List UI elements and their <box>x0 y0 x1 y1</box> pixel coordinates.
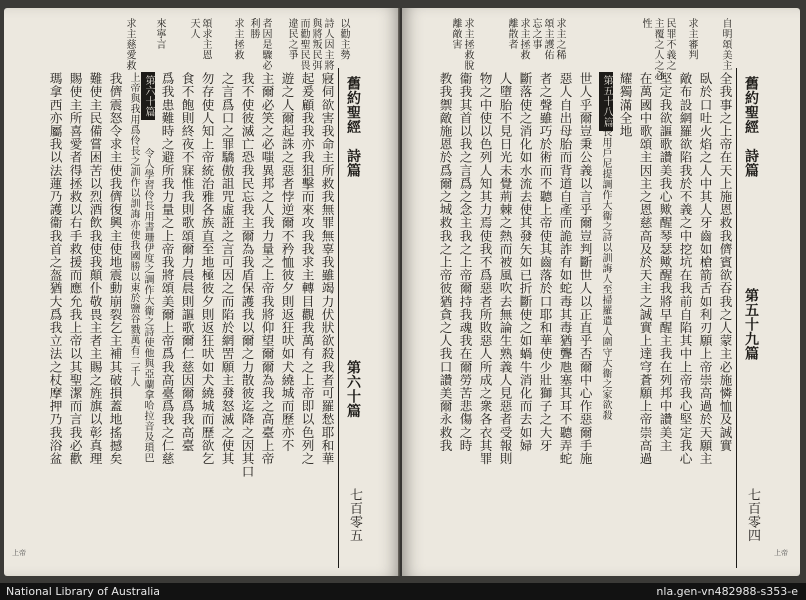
left-body-column: 令人學習伶長用書珊伊度之調作大衞之詩使他與亞蘭拿哈拉音及瑣巴 <box>142 148 153 463</box>
right-body-column: 全我事之上帝在天上施恩救我儕賓欲吞我之人蒙主必施憐恤及誠實 <box>717 72 733 452</box>
right-note: 忘之事 <box>530 18 541 50</box>
right-body-column: 人墮胎不見日光未覺荊棘之熱而被風吹去無論生熟義人見惡者受報則 <box>497 72 513 465</box>
right-header-rule <box>736 68 737 568</box>
right-note: 民罪不義之 <box>664 18 675 71</box>
right-note: 自明頌美主 <box>720 18 731 71</box>
right-body-column: 耀獨滿全地 <box>617 72 633 138</box>
left-body-column: 遊之人爾起誅之惡者悖逆爾不矜恤彼夕則返狂吠如犬繞城而歷亦不 <box>279 72 295 452</box>
left-note: 求主拯救 <box>232 18 243 60</box>
left-body-column: 我儕震怒令求主使我儕復興主使地震動崩裂乞主補其破損蓋地搖撼矣 <box>107 72 123 465</box>
scan-footer <box>0 583 806 600</box>
left-page-stamp: 上帝 <box>12 549 26 557</box>
left-body-column: 瑪拿西亦屬我以法蓮乃護衞我首之盔猶大爲我立法之杖摩押乃我浴盆 <box>47 72 63 465</box>
left-body-column: 難使主民備嘗困苦以烈酒飲我使我顛仆敬畏主者主賜之旌旗以彰真理 <box>87 72 103 465</box>
left-note: 求主慈愛救 <box>124 18 135 71</box>
right-note: 求主拯救 <box>518 18 529 60</box>
left-boxed-chapter <box>140 72 156 117</box>
left-note: 者因是驟必 <box>260 18 271 71</box>
left-body-column: 上帝與我用爲伶長之訓作以訓誨亦使我國勝以東於鹽谷戮萬有二千人 <box>128 72 139 387</box>
right-body-column: 斷落使之消化如水流去使其發矢如已折斷使之如蝸牛消化而去如婦 <box>517 72 533 452</box>
right-note: 頌主護佑 <box>542 18 553 60</box>
left-body-column: 之言爲口之罪驕傲詛咒虛誑之言可因之而陷於網罟願主發怒滅之使其 <box>219 72 235 465</box>
left-body-column: 寢伺欲害我命主所救我無罪無辜我雖竭力伏狀欲殺我者可羅愁耶和華 <box>319 72 335 465</box>
right-page-stamp: 上帝 <box>774 549 788 557</box>
right-body-column: 在萬國中歌頌主因主之恩慈高及於天主之誠實上達穹蒼願上帝崇高過 <box>637 72 653 465</box>
right-body-column: 惡人自出母胎而背道自產而詭詐有如蛇毒其毒猶聾虺塞其耳不聽弄蛇 <box>557 72 573 465</box>
right-body-column: 衞我其首以我之言爲之念主我之上帝爾持我魂我在爾勞苦悲傷之時 <box>457 72 473 452</box>
right-note: 主覆之人之必 <box>652 18 663 81</box>
left-boxed-label: 第六十篇 <box>141 72 155 120</box>
library-credit: National Library of Australia <box>6 585 161 598</box>
right-note: 離散者 <box>506 18 517 50</box>
right-note: 求主審判 <box>686 18 697 60</box>
right-note: 求主拯救脫 <box>462 18 473 71</box>
left-body-column: 主爾必笑之必嗤異邦之人我力量之上帝我將仰望爾爾為我之高臺上帝 <box>259 72 275 465</box>
left-note: 以勸主勢 <box>338 18 349 60</box>
right-chapter-label: 第五十九篇 <box>743 288 759 361</box>
right-boxed-chapter <box>598 72 614 128</box>
right-boxed-label: 第五十八篇 <box>599 72 613 131</box>
right-body-column: 伶長用戶尼提調作大衞之詩以訓誨人至掃羅遣人圍守大衞之家欲殺 <box>600 116 611 421</box>
right-note: 求主之稀 <box>554 18 565 60</box>
left-chapter-label: 第六十篇 <box>345 360 361 418</box>
right-body-column: 世人乎爾豈秉公義以言乎爾豈判斷世人以正直乎否爾中心作惡爾手施 <box>577 72 593 465</box>
left-body-column: 勿存使人知上帝統治雅各族直至地極彼夕則返狂吠如犬繞城而歷欲乞 <box>199 72 215 465</box>
left-note: 與將叛民弭 <box>310 18 321 71</box>
left-note: 頌求主恩 <box>200 18 211 60</box>
right-body-column: 教我禦敵施恩於爲爾之城救我之上帝彼猶貪之人我口讚美爾永救我 <box>437 72 453 452</box>
left-body-column: 我不使彼滅亡恐我民忘我主爾為我盾保護我以爾之力散彼迄降之因其口 <box>239 72 255 479</box>
right-page-number: 七百零四 <box>745 488 760 542</box>
right-body-column: 者之聲雖巧於術而不聽上帝使其齒落於口耶和華使少壯獅子之大牙 <box>537 72 553 452</box>
left-page-number: 七百零五 <box>347 488 362 542</box>
left-note: 天人 <box>188 18 199 39</box>
left-body-column: 食不飽則終夜不寐惟我則歌頌爾力晨晨則謳歌爾仁慈因爾爲我高臺 <box>179 72 195 452</box>
left-note: 違民之爭 <box>286 18 297 60</box>
right-header-title: 舊約聖經 詩篇 <box>743 76 759 178</box>
left-page <box>4 8 400 576</box>
right-body-column: 物之中使以色列人知其力焉使我不爲惡者所敗惡人所成之衆各衣其罪 <box>477 72 493 465</box>
right-body-column: 敵布設網羅欲陷我於不義之中挖坑在我前自陷其中上帝我心堅定我心 <box>677 72 693 465</box>
left-header-rule <box>338 68 339 568</box>
left-note: 利勝 <box>248 18 259 39</box>
left-note: 而勸聖民畏 <box>298 18 309 71</box>
left-body-column: 賜使主所喜愛者得拯救以右手救援而應允我上帝以其聖潔而言我必歡 <box>67 72 83 465</box>
left-body-column: 起爰顧我我亦我狙擊而來攻我我求主轉目觀我萬有之上帝即以色列之 <box>299 72 315 465</box>
left-body-column: 爲我患難時之避所我力量之上帝我將頌美爾上帝爲我高臺爲我之仁慈 <box>159 72 175 465</box>
right-body-column: 堅定我欲謳歌讚美我心歟醒琴瑟歟醒我將早醒主我在列邦中讚美主 <box>657 72 673 452</box>
right-note: 離敵害 <box>450 18 461 50</box>
left-header-title: 舊約聖經 詩篇 <box>345 76 361 178</box>
scan-identifier: nla.gen-vn482988-s353-e <box>656 585 798 598</box>
right-body-column: 臥於口吐火焰之人中其人牙齒如槍箭舌如利刃願上帝崇高過於天願主 <box>697 72 713 465</box>
left-note: 詩人因主將 <box>322 18 333 71</box>
right-page <box>402 8 800 576</box>
right-note: 性 <box>640 18 651 29</box>
left-note: 來寧言 <box>154 18 165 50</box>
